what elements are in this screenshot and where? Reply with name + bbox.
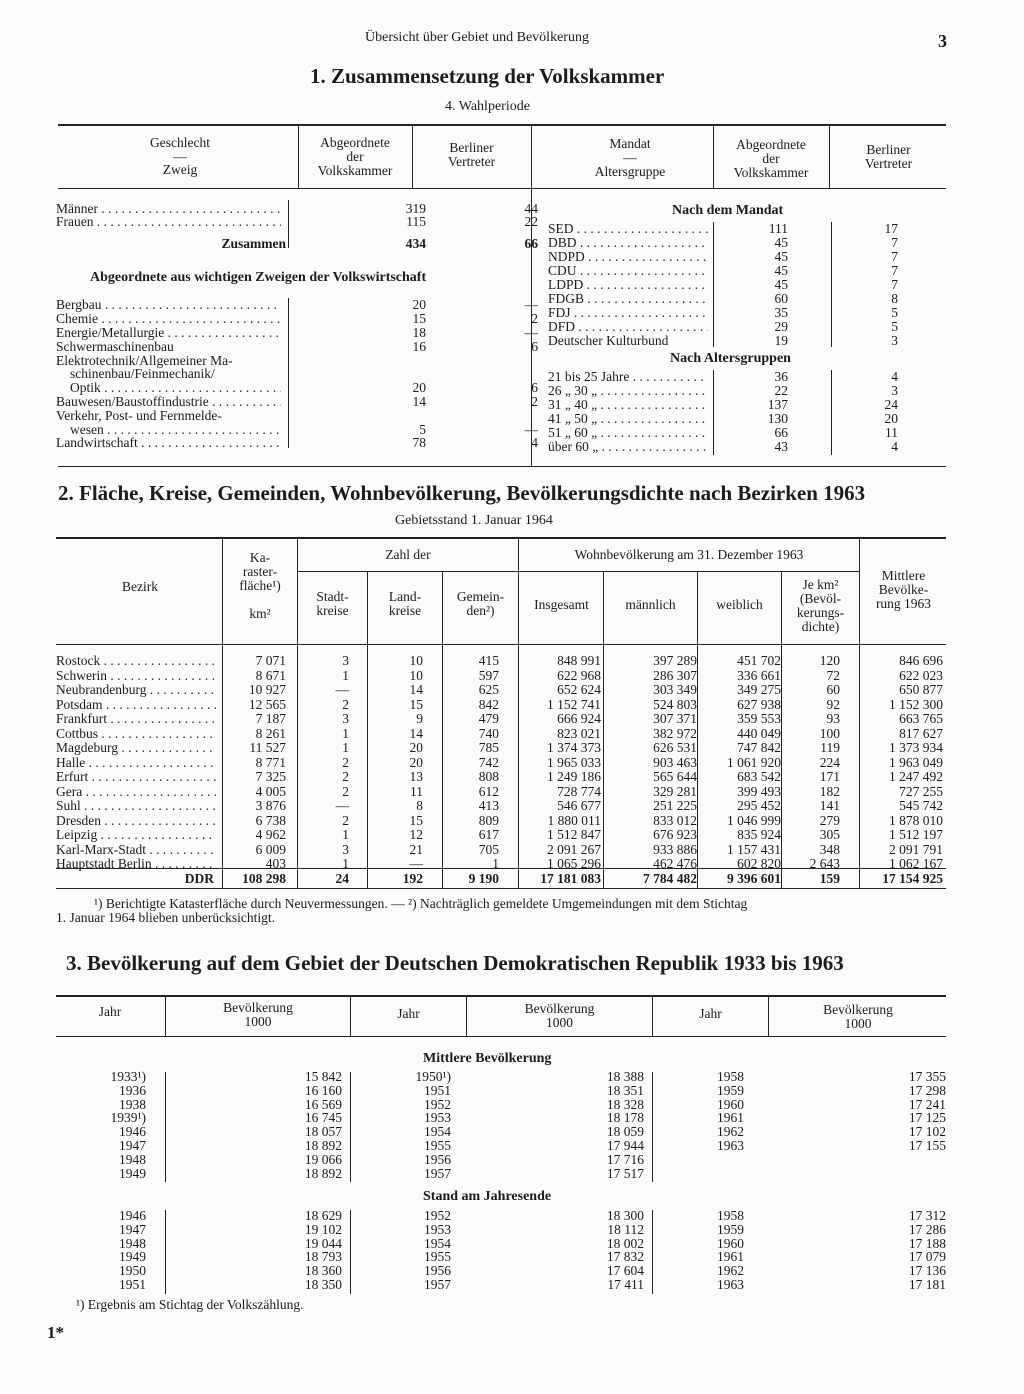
table-row: Schwermaschinenbau 16 6 — [56, 339, 538, 354]
table-row: 1948 19 044 1954 18 002 1960 17 188 — [119, 1235, 946, 1251]
table-row: Neubrandenburg . . . 10 927 — 14 625 652 624 303 349 349 275 60 650 877 — [56, 683, 946, 697]
t2-head-flaeche: Ka- raster- fläche¹) km² — [239, 550, 281, 621]
table-row: 41 „ 50 „ . . . 130 20 — [548, 412, 898, 426]
table-row: 1933¹) 15 842 1950¹) 18 388 1958 17 355 — [110, 1069, 946, 1084]
t1-head-dash: — — [173, 149, 187, 164]
table-row: 1939¹) 16 745 1953 18 178 1961 17 125 — [110, 1110, 946, 1126]
table-row: LDPD . . . 45 7 — [548, 278, 898, 292]
t2-head-insgesamt: Insgesamt — [534, 597, 589, 612]
table-row: Gera . . . 4 005 2 11 612 728 774 329 281 399 493 182 727 255 — [56, 785, 946, 799]
table-row: 1951 18 350 1957 17 411 1963 17 181 — [119, 1277, 946, 1292]
t1-head-zweig: Zweig — [162, 162, 198, 177]
table-row: über 60 „ . . . 43 4 — [548, 440, 898, 454]
table-row: Energie/Metallurgie . . . 18 — — [56, 326, 491, 340]
table-row: 1948 19 066 1956 17 716 — [119, 1151, 644, 1167]
table-row: Frauen . . . 115 22 — [56, 215, 491, 229]
table-row: NDPD . . . 45 7 — [548, 250, 898, 264]
table-row: 1938 16 569 1952 18 328 1960 17 241 — [119, 1096, 946, 1112]
t2-head-gemeinden: Gemein- den²) — [456, 589, 505, 618]
signature-mark: 1* — [47, 1323, 64, 1342]
table-row: Potsdam . . . 12 565 2 15 842 1 152 741 524 803 627 938 92 1 152 300 — [56, 698, 946, 712]
table1-title: 1. Zusammensetzung der Volkskammer — [310, 64, 665, 88]
table2-footnote-2: 1. Januar 1964 blieben unberücksichtigt. — [56, 910, 275, 925]
table-row: Cottbus . . . 8 261 1 14 740 823 021 382 972 440 049 100 817 627 — [56, 727, 946, 741]
table-row: Chemie . . . 15 2 — [56, 312, 491, 326]
table-row: Frankfurt . . . 7 187 3 9 479 666 924 307 371 359 553 93 663 765 — [56, 712, 946, 726]
table2-title: 2. Fläche, Kreise, Gemeinden, Wohnbevölkerung, Bevölkerungsdichte nach Bezirken 1963 — [58, 481, 866, 505]
table-row: SED . . . 111 17 — [548, 222, 898, 236]
table-row: DFD . . . 29 5 — [548, 320, 898, 334]
table-row: 1947 19 102 1953 18 112 1959 17 286 — [119, 1221, 946, 1237]
t1-head-geschlecht: Geschlecht — [150, 135, 210, 150]
t2-head-wohnbev: Wohnbevölkerung am 31. Dezember 1963 — [574, 547, 804, 562]
table-row: Rostock . . . 7 071 3 10 415 848 991 397 289 451 702 120 846 696 — [56, 654, 946, 668]
table-row: Optik . . . 20 6 — [56, 381, 491, 395]
table-row: wesen . . . 5 — — [56, 423, 491, 437]
section-stand: Stand am Jahresende — [423, 1189, 552, 1204]
table-row: Deutscher Kulturbund 19 3 — [548, 333, 898, 348]
table-row: DBD . . . 45 7 — [548, 236, 898, 250]
table-row: CDU . . . 45 7 — [548, 264, 898, 278]
t2-head-bezirk: Bezirk — [122, 579, 158, 594]
table3-footnote: ¹) Ergebnis am Stichtag der Volkszählung. — [76, 1297, 304, 1312]
t3-head-jahr-2: Jahr — [397, 1006, 420, 1021]
t3-head-bev-1: Bevölkerung 1000 — [223, 1000, 293, 1029]
table-row: 1949 18 793 1955 17 832 1961 17 079 — [119, 1249, 946, 1265]
table-row: Suhl . . . 3 876 — 8 413 546 677 251 225 295 452 141 545 742 — [56, 799, 946, 813]
t1-head-berliner2: Berliner Vertreter — [864, 142, 913, 171]
table-row: Erfurt . . . 7 325 2 13 808 1 249 186 565 644 683 542 171 1 247 492 — [56, 770, 946, 784]
t1-head-berliner: Berliner Vertreter — [447, 140, 496, 169]
table-row-total: Zusammen 434 66 — [221, 236, 538, 251]
t2-head-maennlich: männlich — [625, 597, 676, 612]
table2-subtitle: Gebietsstand 1. Januar 1964 — [395, 513, 553, 528]
table-row: Landwirtschaft . . . 78 4 — [56, 436, 491, 450]
table-row: 26 „ 30 „ . . . 22 3 — [548, 384, 898, 398]
table-row: Hauptstadt Berlin . . . 403 1 — 1 1 065 296 462 476 602 820 2 643 1 062 167 — [56, 857, 946, 871]
t1-head-abgeordnete: Abgeordnete der Volkskammer — [317, 135, 393, 178]
table-row: Bergbau . . . 20 — — [56, 298, 491, 312]
t2-head-stadtkreise: Stadt- kreise — [316, 589, 349, 618]
table-row: 51 „ 60 „ . . . 66 11 — [548, 426, 898, 440]
table-row: Schwerin . . . 8 671 1 10 597 622 968 286 307 336 661 72 622 023 — [56, 669, 946, 683]
running-title: Übersicht über Gebiet und Bevölkerung — [365, 30, 589, 45]
table-row: 1946 18 057 1954 18 059 1962 17 102 — [119, 1124, 946, 1140]
t2-head-landkreise: Land- kreise — [388, 589, 422, 618]
section-mittlere: Mittlere Bevölkerung — [423, 1051, 552, 1066]
t1-head-dash2: — — [623, 150, 637, 165]
table-row: 1950 18 360 1956 17 604 1962 17 136 — [119, 1263, 946, 1279]
table-row: FDGB . . . 60 8 — [548, 292, 898, 306]
table1-subtitle: 4. Wahlperiode — [445, 99, 530, 114]
section-mandat: Nach dem Mandat — [672, 203, 784, 218]
table-row: Dresden . . . 6 738 2 15 809 1 880 011 833 012 1 046 999 279 1 878 010 — [56, 814, 946, 828]
table-row: Magdeburg . . . 11 527 1 20 785 1 374 373 626 531 747 842 119 1 373 934 — [56, 741, 946, 755]
table3-title: 3. Bevölkerung auf dem Gebiet der Deutschen Demokratischen Republik 1933 bis 1963 — [66, 951, 844, 975]
t3-head-bev-2: Bevölkerung 1000 — [524, 1001, 595, 1030]
table-row: Elektrotechnik/Allgemeiner Ma- — [56, 354, 233, 368]
table-row: FDJ . . . 35 5 — [548, 306, 898, 320]
t3-head-jahr-3: Jahr — [699, 1006, 722, 1021]
table-row: Karl-Marx-Stadt . . . 6 009 3 21 705 2 091 267 933 886 1 157 431 348 2 091 791 — [56, 843, 946, 857]
section-zweige: Abgeordnete aus wichtigen Zweigen der Volkswirtschaft — [90, 270, 427, 285]
t3-head-jahr-1: Jahr — [98, 1004, 122, 1019]
t2-head-dichte: Je km² (Bevöl- kerungs- dichte) — [796, 577, 845, 634]
table-row: 1946 18 629 1952 18 300 1958 17 312 — [119, 1208, 946, 1223]
t2-head-weiblich: weiblich — [716, 597, 763, 612]
table-row-total: DDR 108 298 24 192 9 190 17 181 083 7 784 482 9 396 601 159 17 154 925 — [184, 871, 943, 886]
table-row: Bauwesen/Baustoffindustrie . . . 14 2 — [56, 395, 491, 409]
t1-head-abgeordnete2: Abgeordnete der Volkskammer — [733, 137, 809, 180]
t3-head-bev-3: Bevölkerung 1000 — [823, 1002, 893, 1031]
table-row: 31 „ 40 „ . . . 137 24 — [548, 398, 898, 412]
t1-head-altersgruppe: Altersgruppe — [594, 164, 666, 179]
table-row: Halle . . . 8 771 2 20 742 1 965 033 903 463 1 061 920 224 1 963 049 — [56, 756, 946, 770]
table-row: 1949 18 892 1957 17 517 — [119, 1165, 644, 1181]
table-row: 1947 18 892 1955 17 944 1963 17 155 — [119, 1138, 946, 1153]
table-row: 1936 16 160 1951 18 351 1959 17 298 — [119, 1082, 946, 1098]
table-row: Leipzig . . . 4 962 1 12 617 1 512 847 676 923 835 924 305 1 512 197 — [56, 828, 946, 842]
t1-head-mandat: Mandat — [609, 136, 651, 151]
page-number: 3 — [938, 31, 947, 51]
table2-footnote: ¹) Berichtigte Katasterfläche durch Neuvermessungen. — ²) Nachträglich gemeldete Umgemeindungen mit dem Stichtag — [94, 896, 748, 911]
section-alter: Nach Altersgruppen — [670, 351, 791, 366]
t2-head-mittlere: Mittlere Bevölke- rung 1963 — [875, 568, 932, 611]
table-row: 21 bis 25 Jahre . . . 36 4 — [548, 370, 898, 384]
t2-head-zahl: Zahl der — [385, 547, 431, 562]
table-row: Männer . . . 319 44 — [56, 202, 491, 216]
table-row: schinenbau/Feinmechanik/ — [70, 367, 215, 381]
table-row: Verkehr, Post- und Fernmelde- — [56, 409, 222, 423]
